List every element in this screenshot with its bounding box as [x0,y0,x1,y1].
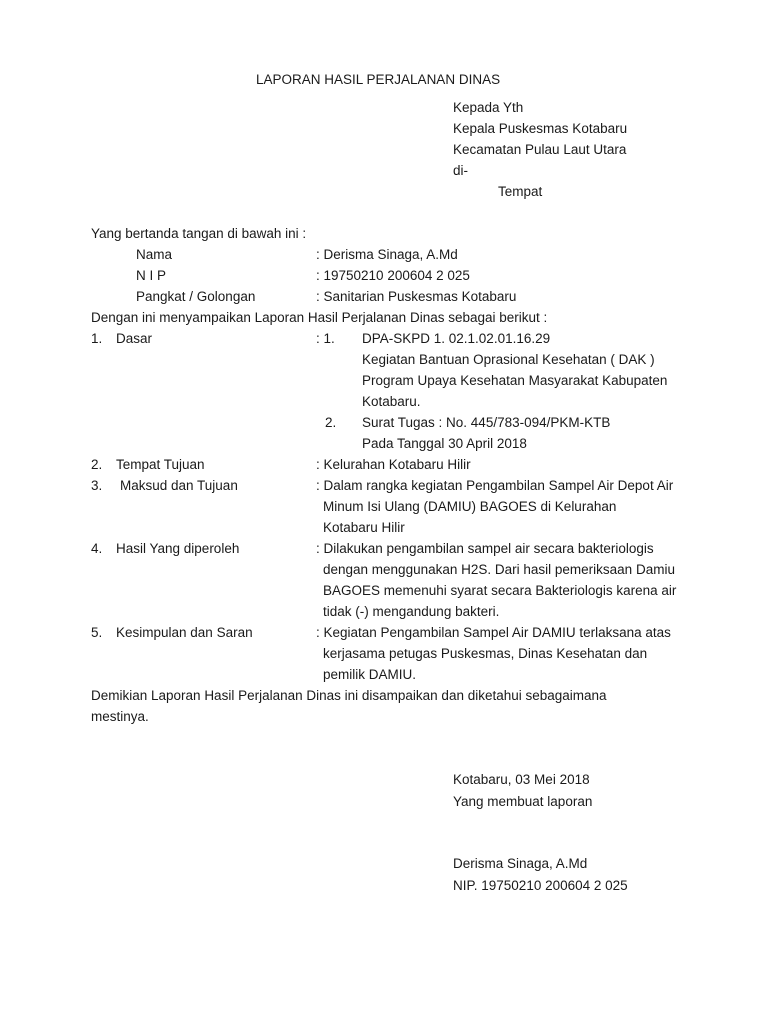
identity-label-nama: Nama [136,247,173,262]
identity-value-pangkat: : Sanitarian Puskesmas Kotabaru [316,289,517,304]
document-title: LAPORAN HASIL PERJALANAN DINAS [256,72,501,87]
identity-value-nip: : 19750210 200604 2 025 [316,268,470,283]
section-4-line-4: tidak (-) mengandung bakteri. [323,604,500,619]
section-2-line-1: : Kelurahan Kotabaru Hilir [316,457,471,472]
recipient-line-1: Kepada Yth [453,100,524,115]
recipient-line-3: Kecamatan Pulau Laut Utara [453,142,627,157]
identity-label-nip: N I P [136,268,167,283]
section-4-line-3: BAGOES memenuhi syarat secara Bakteriologis karena air [323,583,677,598]
section-1-sub2-line-2: Pada Tanggal 30 April 2018 [362,436,527,451]
section-1-sub1-line-4: Kotabaru. [362,394,421,409]
recipient-line-4: di- [453,163,469,178]
section-1-sub1-line-1: DPA-SKPD 1. 02.1.02.01.16.29 [362,331,551,346]
statement-text: Dengan ini menyampaikan Laporan Hasil Perjalanan Dinas sebagai berikut : [91,310,548,325]
section-4-label: Hasil Yang diperoleh [116,541,240,556]
section-4-line-2: dengan menggunakan H2S. Dari hasil pemeriksaan Damiu [323,562,675,577]
closing-line-2: mestinya. [91,709,149,724]
signature-name: Derisma Sinaga, A.Md [453,856,588,871]
section-5-number: 5. [91,625,103,640]
recipient-line-2: Kepala Puskesmas Kotabaru [453,121,628,136]
section-3-line-3: Kotabaru Hilir [323,520,405,535]
section-1-number: 1. [91,331,103,346]
identity-label-pangkat: Pangkat / Golongan [136,289,256,304]
section-2-number: 2. [91,457,103,472]
signature-nip: NIP. 19750210 200604 2 025 [453,878,628,893]
identity-value-nama: : Derisma Sinaga, A.Md [316,247,458,262]
recipient-line-5: Tempat [498,184,543,199]
section-5-line-2: kerjasama petugas Puskesmas, Dinas Kesehatan dan [323,646,648,661]
closing-line-1: Demikian Laporan Hasil Perjalanan Dinas ini disampaikan dan diketahui sebagaimana [91,688,607,703]
section-5-line-1: : Kegiatan Pengambilan Sampel Air DAMIU terlaksana atas [316,625,671,640]
section-1-label: Dasar [116,331,153,346]
section-1-sub2-marker: 2. [325,415,337,430]
section-2-label: Tempat Tujuan [116,457,205,472]
signature-role: Yang membuat laporan [453,794,593,809]
intro-text: Yang bertanda tangan di bawah ini : [91,226,307,241]
signature-place-date: Kotabaru, 03 Mei 2018 [453,772,590,787]
section-4-line-1: : Dilakukan pengambilan sampel air secara bakteriologis [316,541,654,556]
section-3-line-1: : Dalam rangka kegiatan Pengambilan Sampel Air Depot Air [316,478,674,493]
section-3-label: Maksud dan Tujuan [120,478,238,493]
section-1-sub2-line-1: Surat Tugas : No. 445/783-094/PKM-KTB [362,415,611,430]
section-4-number: 4. [91,541,103,556]
section-5-line-3: pemilik DAMIU. [323,667,417,682]
section-1-sub1-marker: : 1. [316,331,335,346]
section-3-line-2: Minum Isi Ulang (DAMIU) BAGOES di Kelurahan [323,499,617,514]
section-1-sub1-line-2: Kegiatan Bantuan Oprasional Kesehatan ( DAK ) [362,352,655,367]
section-5-label: Kesimpulan dan Saran [116,625,253,640]
section-3-number: 3. [91,478,103,493]
section-1-sub1-line-3: Program Upaya Kesehatan Masyarakat Kabupaten [362,373,668,388]
